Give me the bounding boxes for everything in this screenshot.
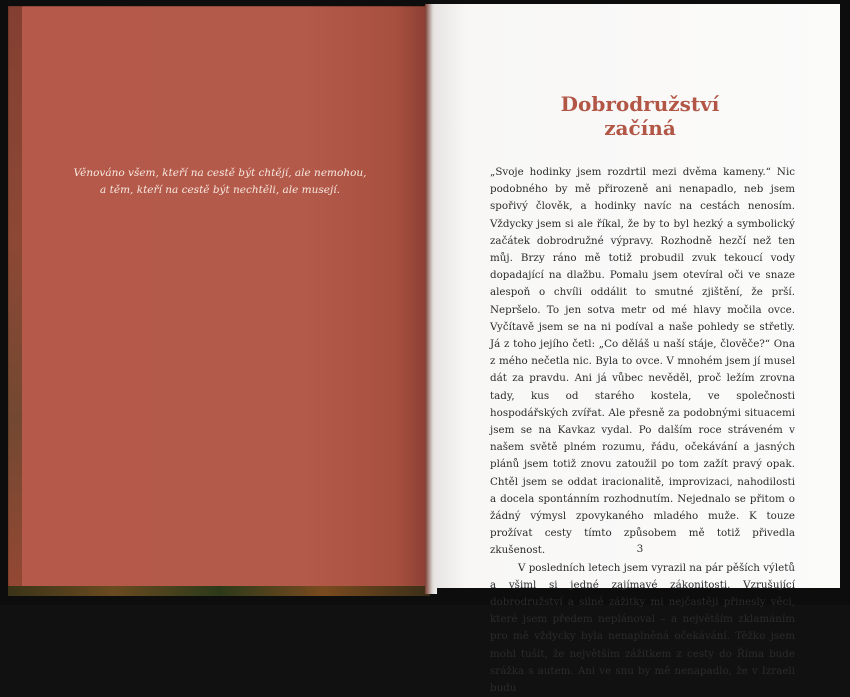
left-page bbox=[8, 6, 428, 588]
cover-strip bbox=[8, 586, 430, 596]
page-number: 3 bbox=[636, 543, 644, 555]
chapter-title bbox=[560, 92, 720, 140]
chapter-title-line-1: Dobrodružství bbox=[560, 92, 720, 116]
paragraph-2: V posledních letech jsem vyrazil na pár pěších výletů a všiml si jedné zajímavé zákonitosti. Vzrušující dobrodružství a silné zážitky mi nejčastěji přinesly věci, které jsem předem neplánoval – a největším zklamáním pro mě vždycky byla nenaplněná očekávání. Těžko jsem mohl tušit, že největším zážitkem z cesty do Říma bude srážka s autem. Ani ve snu by mě nenapadlo, že v Izraeli budu bbox=[490, 561, 795, 695]
page-edge bbox=[8, 6, 22, 596]
dedication-line-1: Věnováno všem, kteří na cestě být chtějí, ale nemohou, bbox=[73, 167, 367, 179]
chapter-title-line-2: začíná bbox=[604, 116, 676, 140]
dedication-line-2: a těm, kteří na cestě být nechtěli, ale musejí. bbox=[100, 184, 340, 196]
dedication bbox=[70, 165, 370, 199]
body-text bbox=[490, 164, 795, 697]
paragraph-1: „Svoje hodinky jsem rozdrtil mezi dvěma kameny.“ Nic podobného by mě přirozeně ani nenapadlo, neb jsem spořivý člověk, a hodinky navíc na cestách nenosím. Vždycky jsem si ale říkal, že by to byl hezký a symbolický začátek dobrodružné výpravy. Rozhodně hezčí než ten můj. Brzy ráno mě totiž probudil zvuk tekoucí vody dopadající na dlažbu. Pomalu jsem otevíral oči ve snaze alespoň o chvíli oddálit to smutné zjištění, že prší. Nepršelo. To jen sotva metr od mé hlavy močila ovce. Vyčítavě jsem se na ni podíval a naše pohledy se střetly. Já z toho jejího četl: „Co děláš u naší stáje, člověče?“ Ona z mého nečetla nic. Byla to ovce. V mnohém jsem jí musel dát za pravdu. Ani já vůbec nevěděl, proč ležím zrovna tady, kus od starého kostela, ve společnosti hospodářských zvířat. Ale přesně za podobnými situacemi jsem se na Kavkaz vydal. Po dalším roce stráveném v našem světě plném rozumu, řádu, očekávání a jasných plánů jsem totiž znovu zatoužil po tom zažít pravý opak. Chtěl jsem se oddat iracionalitě, improvizaci, nahodilosti a docela spontánním rozhodnutím. Nejednalo se přitom o žádný výmysl zpovykaného mladého muže. K touze prožívat cesty tímto způsobem mě totiž přivedla zkušenost. bbox=[490, 166, 795, 557]
